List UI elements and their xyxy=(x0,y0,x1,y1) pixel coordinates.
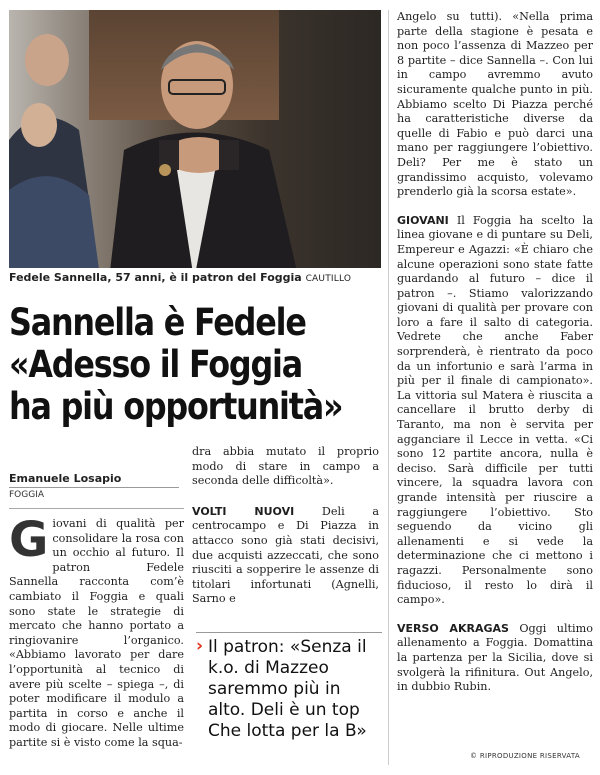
headline-line-3: ha più opportunità» xyxy=(9,385,343,428)
photo-person-main xyxy=(69,30,319,268)
drop-cap: G xyxy=(9,512,49,568)
column-3-paragraph-2 xyxy=(397,214,593,608)
photo-credit: CAUTILLO xyxy=(305,274,352,284)
column-2-paragraph-2-text: Deli a centrocampo e Di Piazza in attacco sono già stati decisivi, due acquisti azzeccati, che sono riusciti a sopperire le assenze di titolari infortunati (Agnelli, Sarno e xyxy=(192,504,379,606)
column-2-paragraph-1: dra abbia mutato il proprio modo di stare in campo a seconda delle difficoltà». xyxy=(192,445,379,488)
column-1 xyxy=(9,512,184,751)
column-2 xyxy=(192,445,379,607)
copyright-note: © RIPRODUZIONE RISERVATA xyxy=(470,752,580,760)
byline xyxy=(9,472,179,500)
column-1-text: iovani di qualità per consolidare la rosa con un occhio al futuro. Il patron Fedele Sannella racconta com’è cambiato il Foggia e quali sono state le strategie di mercato che hanno portato a ringiovanire l’organico. «Abbiamo lavorato per dare l’opportunità al tecnico di avere più scelte – spiega –, di poter modificare il modulo a partita in corso e anche il modo di giocare. Nelle ultime partite si è visto come la squa- xyxy=(9,517,184,749)
headline-line-1: Sannella è Fedele xyxy=(9,301,306,344)
dateline-place: FOGGIA xyxy=(9,490,45,500)
headline xyxy=(9,302,387,428)
pull-quote-marker: › xyxy=(196,636,204,656)
headline-line-2: «Adesso il Foggia xyxy=(9,343,303,386)
subhead-volti-nuovi: VOLTI NUOVI xyxy=(192,504,295,518)
column-divider xyxy=(9,508,184,509)
subhead-verso-akragas: VERSO AKRAGAS xyxy=(397,621,509,635)
column-3-paragraph-1: Angelo su tutti). «Nella prima parte della stagione è pesata e non poco l’assenza di Mazzeo per 8 partite – dice Sannella –. Con lui in campo avremmo avuto sicuramente qualche punto in più. Abbiamo scelto Di Piazza perché ha caratteristiche diverse da quelle di Fabio e può darci una mano per raggiungere l’obiettivo. Deli? Per me è stato un grandissimo acquisto, volevamo prenderlo già la scorsa estate». xyxy=(397,10,593,199)
author-name: Emanuele Losapio xyxy=(9,472,179,488)
pull-quote xyxy=(196,632,382,742)
subhead-giovani: GIOVANI xyxy=(397,213,449,227)
column-3-paragraph-3 xyxy=(397,622,593,695)
column-3-paragraph-3-text: Oggi ultimo allenamento a Foggia. Domattina la partenza per la Sicilia, dove si svolgerà la rifinitura. Out Angelo, in dubbio Rubin. xyxy=(397,621,593,694)
caption-text: Fedele Sannella, 57 anni, è il patron del Foggia xyxy=(9,271,302,284)
column-2-paragraph-2 xyxy=(192,505,379,607)
column-3-paragraph-2-text: Il Foggia ha scelto la linea giovane e di puntare su Deli, Empereur e Agazzi: «È chiaro che alcune operazioni sono state fatte guardando al futuro – dice il patron –. Stiamo valorizzando giovani di qualità per provare con loro a fare il salto di categoria. Vedrete che anche Faber sorprenderà, è rientrato da poco da un infortunio e sarà l’arma in più per il finale di campionato». La vittoria sul Matera è riuscita a cancellare il brutto derby di Taranto, ma non è servita per agganciare il Lecce in vetta. «Ci sono 12 partite ancora, nulla è deciso. Sarà difficile per tutti vincere, la squadra lavora con grande intensità per riuscire a raggiungere l’obiettivo. Sto seguendo da vicino gli allenamenti e si vede la determinazione che ci mettono i ragazzi. Personalmente sono fiducioso, il resto lo dirà il campo». xyxy=(397,213,593,607)
photo-caption xyxy=(9,271,381,284)
column-3 xyxy=(397,10,593,695)
article-photo xyxy=(9,10,381,268)
pull-quote-text: Il patron: «Senza il k.o. di Mazzeo saremmo più in alto. Deli è un top Che lotta per la B» xyxy=(208,637,367,741)
vertical-rule xyxy=(388,10,389,765)
